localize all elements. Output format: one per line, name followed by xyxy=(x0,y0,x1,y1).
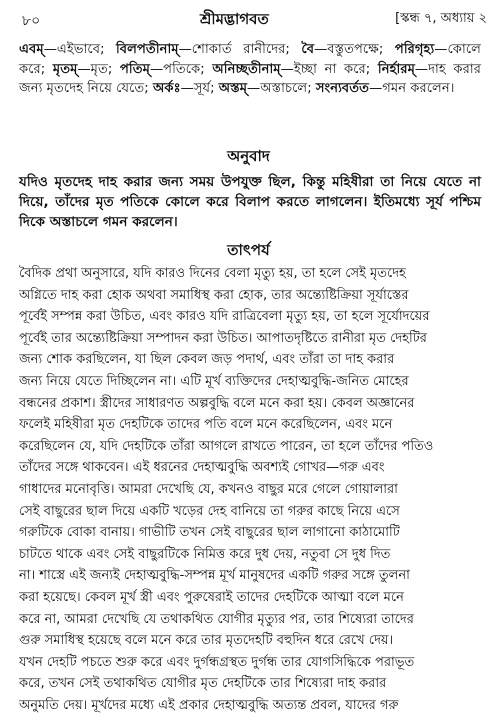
synonym-meaning: মৃত; xyxy=(90,61,113,77)
synonym-word: নির্হারম্ xyxy=(377,61,415,77)
translation-text: যদিও মৃতদেহ দাহ করার জন্য সময় উপযুক্ত ছিল, কিন্তু মহিষীরা তা নিয়ে যেতে না দিয়ে, তাঁদের মৃত পতিকে কোলে করে বিলাপ করতে লাগলেন। ইতিমধ্যে সূর্য পশ্চিম দিকে অস্তাচলে গমন করলেন। xyxy=(19,174,481,230)
purport-line: গুরু সমাধিস্থ হয়েছে বলে মনে করে তার মৃতদেহটি বহুদিন ধরে রেখে দেয়। xyxy=(19,633,394,649)
purport-line: জন্য শোক করছিলেন, যা ছিল কেবল জড় পদার্থ, এবং তাঁরা তা দাহ করার xyxy=(19,352,395,368)
synonym-meaning: দাহ করার জন্য মৃতদেহ নিয়ে যেতে; xyxy=(19,61,481,96)
synonym-word: সংন্যবর্তত xyxy=(315,81,370,96)
purport-line: চাটতে থাকে এবং সেই বাছুরটিকে নিমিত্ত করে দুধ দেয়, নতুবা সে দুধ দিত xyxy=(19,546,391,562)
purport-line: অনুমতি দেয়। মূর্খদের মধ্যে এই প্রকার দেহাত্মবুদ্ধি অত্যন্ত প্রবল, যাদের গরু xyxy=(19,697,399,713)
synonym-word: বিলপতীনাম্ xyxy=(116,42,179,57)
purport-line: করে, তখন সেই তথাকথিত যোগীর মৃত দেহটিকে তার শিষ্যেরা দাহ করার xyxy=(19,676,387,692)
purport-line: বন্ধনের প্রকাশ। স্ত্রীদের সাধারণত অল্পবুদ্ধি বলে মনে করা হয়। কেবল অজ্ঞানের xyxy=(19,395,415,411)
purport-line: যখন দেহটি পচতে শুরু করে এবং দুর্গন্ধগ্রস্থত দুর্গন্ধ তার যোগসিদ্ধিকে পরাভূত xyxy=(19,654,415,670)
purport-line: তাঁদের সঙ্গে থাকবেন। এই ধরনের দেহাত্মবুদ্ধি অবশ্যই গোখর—গরু এবং xyxy=(19,460,385,476)
synonym-word: এবম্ xyxy=(19,42,44,57)
purport-line: সেই বাছুরের ছাল দিয়ে একটি খড়ের দেহ বানিয়ে তা গরুর কাছে নিয়ে এসে xyxy=(19,503,400,519)
synonym-meaning: ইচ্ছা না করে; xyxy=(293,61,371,77)
synonym-meaning: এইভাবে; xyxy=(56,42,105,57)
word-for-word-synonyms xyxy=(19,40,481,99)
purport-line: গরুটিকে বোকা বানায়। গাভীটি তখন সেই বাছুরের ছাল লাগানো কাঠামোটি xyxy=(19,525,400,541)
canto-chapter-label: [স্কন্ধ ৭, অধ্যায় ২ xyxy=(395,11,487,26)
synonym-meaning: কোলে করে; xyxy=(19,42,481,77)
purport-line: অগ্নিতে দাহ করা হোক অথবা সমাধিস্থ করা হোক, তার অন্ত্যেষ্টিক্রিয়া সূর্যাস্তের xyxy=(19,287,409,303)
purport-line: গাধাদের মনোবৃত্তি। আমরা দেখেছি যে, কখনও বাছুর মরে গেলে গোয়ালারা xyxy=(19,481,398,497)
purport-line: জন্য নিয়ে যেতে দিচ্ছিলেন না। এটি মূর্খ ব্যক্তিদের দেহাত্মবুদ্ধি-জনিত মোহের xyxy=(19,373,409,389)
synonym-word: অস্তম্ xyxy=(218,81,248,96)
purport-heading: তাৎপর্য xyxy=(227,241,270,259)
synonym-word: পরিগৃহ্য xyxy=(394,42,435,57)
purport-line: করেছিলেন যে, যদি দেহটিকে তাঁরা আগলে রাখতে পারেন, তা হলে তাঁদের পতিও xyxy=(19,438,434,454)
synonym-meaning: শোকার্ত রানীদের; xyxy=(191,42,290,57)
synonym-meaning: পতিকে; xyxy=(163,61,205,77)
translation-block xyxy=(19,172,481,232)
page-header xyxy=(0,0,497,30)
synonym-meaning: অস্তাচলে; xyxy=(260,81,312,96)
synonym-meaning: গমন করলেন। xyxy=(382,81,455,96)
synonym-word: বৈ xyxy=(301,42,315,57)
synonym-meaning: বস্তুতপক্ষে; xyxy=(327,42,384,57)
purport-line: না। শাস্ত্রে এই জন্যই দেহাত্মবুদ্ধি-সম্পন্ন মূর্খ মানুষদের একটি গরুর সঙ্গে তুলনা xyxy=(19,568,410,584)
synonym-word: অর্কঃ xyxy=(152,81,181,96)
purport-line: পূর্বেই তার অন্ত্যেষ্টিক্রিয়া সম্পাদন করা উচিত। আপাতদৃষ্টিতে রানীরা মৃত দেহটির xyxy=(19,330,427,346)
book-title: শ্রীমদ্ভাগবত xyxy=(200,10,269,28)
synonym-word: পতিম্ xyxy=(119,61,150,77)
purport-line: পূর্বেই সম্পন্ন করা উচিত, এবং কারও যদি রাত্রিবেলা মৃত্যু হয়, তা হলে সূর্যোদয়ের xyxy=(19,309,430,325)
purport-line: করে না, আমরা দেখেছি যে তথাকথিত যোগীর মৃত্যুর পর, তার শিষ্যেরা তাদের xyxy=(19,611,414,627)
synonyms-paragraph: এবম্—এইভাবে; বিলপতীনাম্—শোকার্ত রানীদের; বৈ—বস্তুতপক্ষে; পরিগৃহ্য—কোলে করে; মৃতম্—মৃত; পতিম্—পতিকে; অনিচ্ছতীনাম্—ইচ্ছা না করে; নির্হারম্—দাহ করার জন্য মৃতদেহ নিয়ে যেতে; অর্কঃ—সূর্য; অস্তম্—অস্তাচলে; সংন্যবর্তত—গমন করলেন। xyxy=(19,42,481,96)
synonym-meaning: সূর্য; xyxy=(193,81,215,96)
purport-line: বৈদিক প্রথা অনুসারে, যদি কারও দিনের বেলা মৃত্যু হয়, তা হলে সেই মৃতদেহ xyxy=(19,266,406,281)
purport-line: করা হয়েছে। কেবল মূর্খ স্ত্রী এবং পুরুষেরাই তাদের দেহটিকে আত্মা বলে মনে xyxy=(19,589,404,605)
page-number: ৮০ xyxy=(22,13,41,29)
synonym-word: অনিচ্ছতীনাম্ xyxy=(212,61,281,77)
purport-body xyxy=(19,263,481,716)
purport-line: ফলেই মহিষীরা মৃত দেহটিকে তাদের পতি বলে মনে করেছিলেন, এবং মনে xyxy=(19,417,393,433)
synonym-word: মৃতম্ xyxy=(52,61,78,77)
translation-heading: অনুবাদ xyxy=(227,147,270,165)
